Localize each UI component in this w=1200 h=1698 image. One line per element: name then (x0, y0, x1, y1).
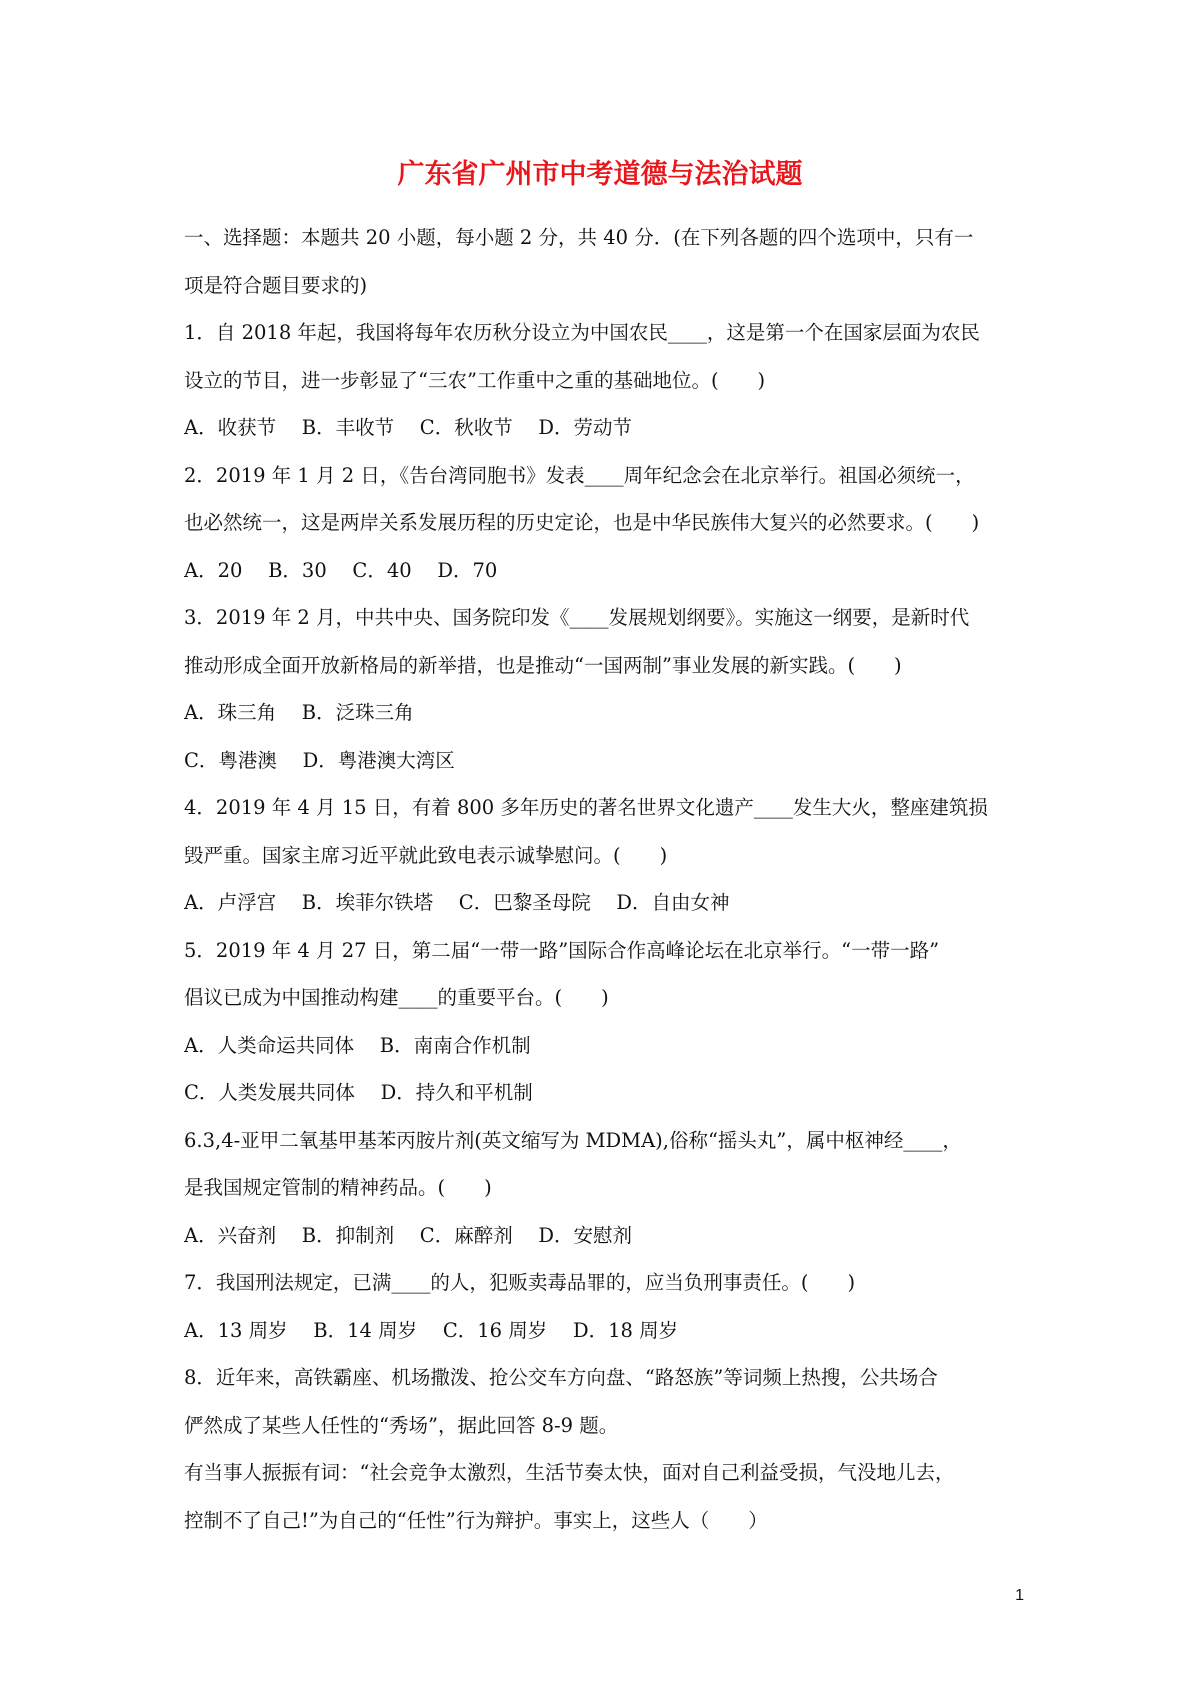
text-line: 一、选择题：本题共 20 小题，每小题 2 分，共 40 分．(在下列各题的四个选项中，只有一 (184, 226, 974, 249)
question-1: 1．自 2018 年起，我国将每年农历秋分设立为中国农民____，这是第一个在国家层面为农民 (184, 321, 980, 344)
question-4: 4．2019 年 4 月 15 日，有着 800 多年历史的著名世界文化遗产____发生大火，整座建筑损 (184, 796, 988, 819)
text-line: 推动形成全面开放新格局的新举措，也是推动“一国两制”事业发展的新实践。( ) (184, 653, 902, 677)
text-line: 俨然成了某些人任性的“秀场”，据此回答 8-9 题。 (184, 1413, 619, 1437)
question-5: 5．2019 年 4 月 27 日，第二届“一带一路”国际合作高峰论坛在北京举行。“一带一路” (184, 938, 940, 962)
question-1-options: A．收获节 B．丰收节 C．秋收节 D．劳动节 (184, 416, 633, 439)
text-line: 倡议已成为中国推动构建____的重要平台。( ) (184, 986, 609, 1009)
question-5-options: A．人类命运共同体 B．南南合作机制 (184, 1033, 531, 1057)
question-2: 2．2019 年 1 月 2 日，《告台湾同胞书》发表____周年纪念会在北京举行。祖国必须统一， (184, 463, 975, 487)
text-line: 也必然统一，这是两岸关系发展历程的历史定论，也是中华民族伟大复兴的必然要求。( ) (184, 511, 980, 534)
text-line: 是我国规定管制的精神药品。( ) (184, 1176, 492, 1199)
question-8: 8．近年来，高铁霸座、机场撒泼、抢公交车方向盘、“路怒族”等词频上热搜，公共场合 (184, 1366, 938, 1389)
text-line: 有当事人振振有词：“社会竞争太激烈，生活节奏太快，面对自己利益受损，气没地儿去， (184, 1461, 955, 1484)
page-number: 1 (1015, 1587, 1024, 1604)
question-body (184, 214, 1028, 1544)
question-6-options: A．兴奋剂 B．抑制剂 C．麻醉剂 D．安慰剂 (184, 1223, 633, 1247)
question-7-options: A．13 周岁 B．14 周岁 C．16 周岁 D．18 周岁 (184, 1318, 679, 1342)
question-2-options: A．20 B．30 C．40 D．70 (184, 558, 498, 582)
question-4-options: A．卢浮宫 B．埃菲尔铁塔 C．巴黎圣母院 D．自由女神 (184, 891, 730, 914)
question-5-options: C．人类发展共同体 D．持久和平机制 (184, 1081, 533, 1104)
question-3-options: A．珠三角 B．泛珠三角 (184, 701, 414, 724)
text-line: 设立的节目，进一步彰显了“三农”工作重中之重的基础地位。( ) (184, 368, 766, 392)
text-line: 项是符合题目要求的) (184, 273, 368, 297)
question-3: 3．2019 年 2 月，中共中央、国务院印发《____发展规划纲要》。实施这一纲要，是新时代 (184, 606, 970, 629)
text-line: 控制不了自己!”为自己的“任性”行为辩护。事实上，这些人（ ） (184, 1508, 768, 1532)
question-3-options: C．粤港澳 D．粤港澳大湾区 (184, 748, 455, 772)
question-7: 7．我国刑法规定，已满____的人，犯贩卖毒品罪的，应当负刑事责任。( ) (184, 1271, 856, 1294)
question-6: 6.3,4-亚甲二氧基甲基苯丙胺片剂(英文缩写为 MDMA),俗称“摇头丸”，属中枢神经____， (184, 1128, 962, 1152)
text-line: 毁严重。国家主席习近平就此致电表示诚挚慰问。( ) (184, 843, 668, 867)
document-title: 广东省广州市中考道德与法治试题 (397, 159, 803, 190)
